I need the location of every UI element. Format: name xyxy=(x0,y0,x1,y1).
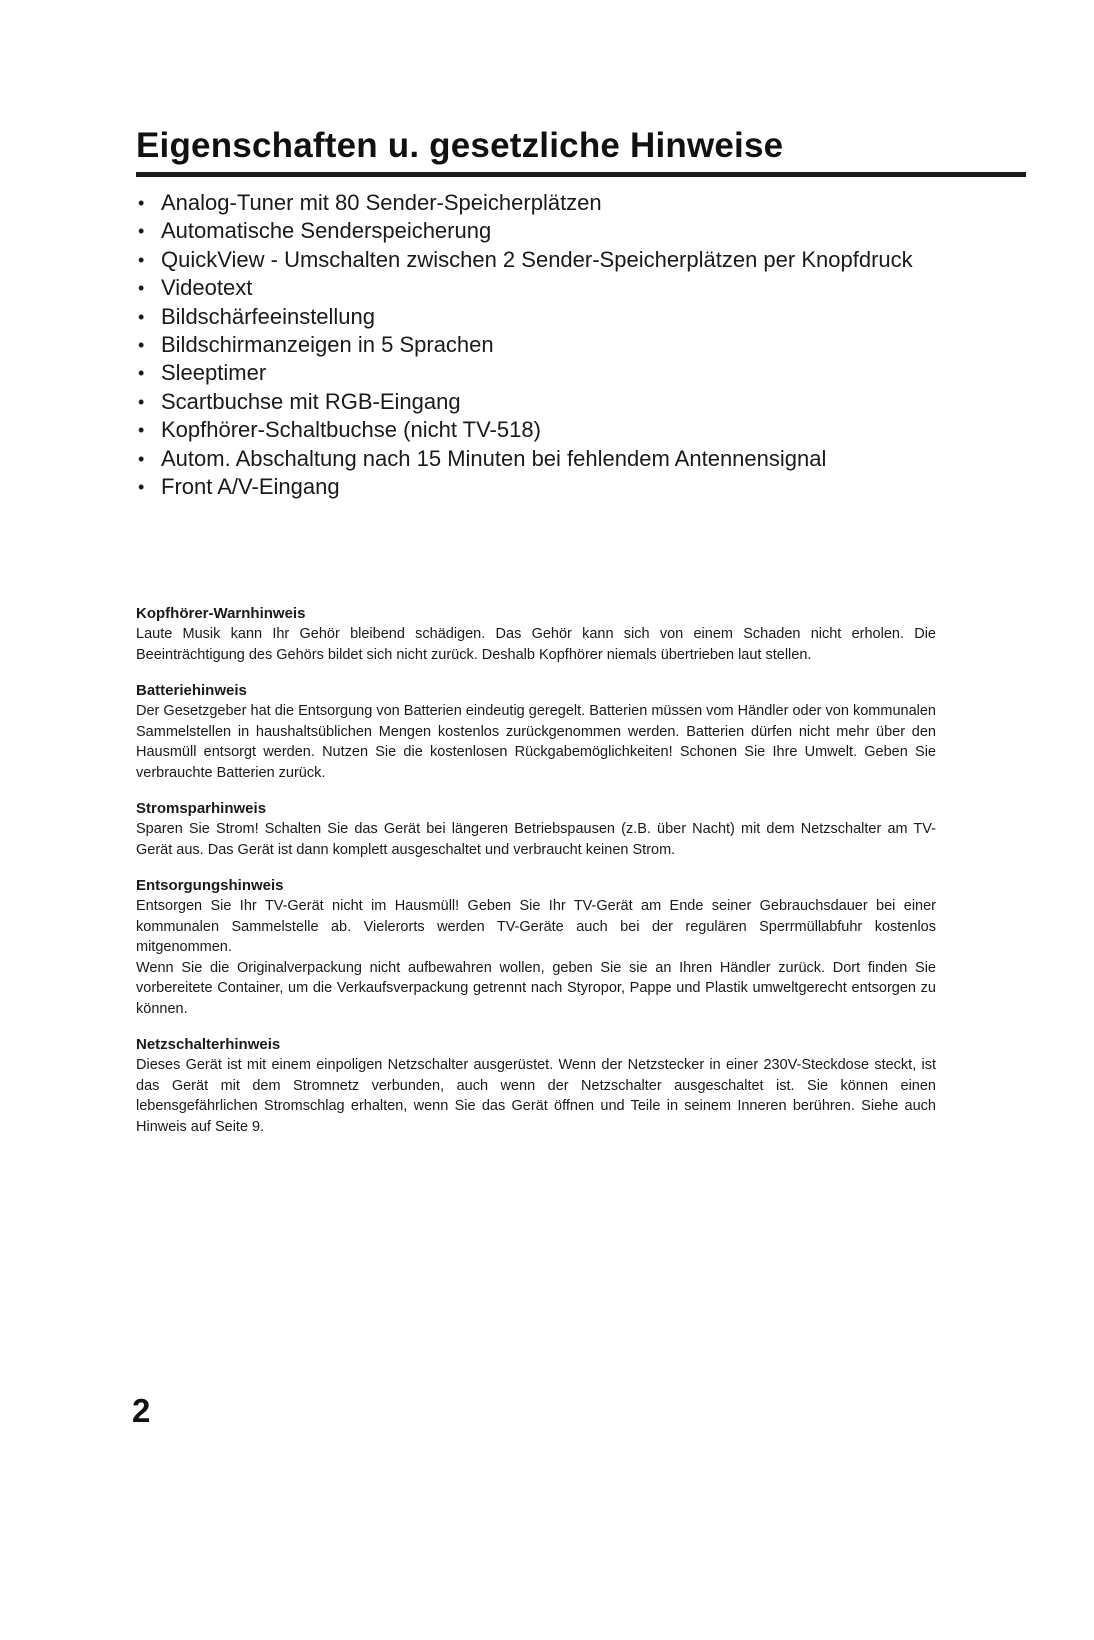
feature-text: Automatische Senderspeicherung xyxy=(161,218,492,244)
bullet-icon: • xyxy=(138,278,145,299)
feature-item xyxy=(136,388,1036,416)
headphone-warning-text: Laute Musik kann Ihr Gehör bleibend schädigen. Das Gehör kann sich von einem Schaden nicht erholen. Die Beeinträchtigung des Gehörs bildet sich nicht zurück. Deshalb Kopfhörer niemals übertrieben laut stellen. xyxy=(136,626,936,663)
power-switch-text: Dieses Gerät ist mit einem einpoligen Netzschalter ausgerüstet. Wenn der Netzstecker in einer 230V-Steckdose steckt, ist das Gerät mit dem Stromnetz verbunden, auch wenn der Netzschalter ausgeschaltet ist. Sie können einen lebensgefährlichen Stromschlag erhalten, wenn Sie das Gerät öffnen und Teile in seinem Inneren berühren. Siehe auch Hinweis auf Seite 9. xyxy=(136,1057,936,1135)
power-saving-section xyxy=(136,799,936,860)
feature-item xyxy=(136,359,1036,387)
bullet-icon: • xyxy=(138,249,145,270)
feature-item xyxy=(136,246,1036,274)
bullet-icon: • xyxy=(138,334,145,355)
legal-notices xyxy=(136,604,936,1153)
feature-item xyxy=(136,331,1036,359)
feature-item xyxy=(136,416,1036,444)
feature-text: Videotext xyxy=(161,275,253,301)
disposal-notice-heading: Entsorgungshinweis xyxy=(136,877,284,894)
feature-text: Bildschirmanzeigen in 5 Sprachen xyxy=(161,331,494,357)
feature-text: Autom. Abschaltung nach 15 Minuten bei fehlendem Antennensignal xyxy=(161,445,827,471)
bullet-icon: • xyxy=(138,391,145,412)
bullet-icon: • xyxy=(138,448,145,469)
bullet-icon: • xyxy=(138,363,145,384)
headphone-warning-heading: Kopfhörer-Warnhinweis xyxy=(136,605,306,622)
feature-item xyxy=(136,473,1036,501)
feature-text: QuickView - Umschalten zwischen 2 Sender-Speicherplätzen per Knopfdruck xyxy=(161,246,913,272)
feature-text: Bildschärfeeinstellung xyxy=(161,303,376,329)
headphone-warning-section xyxy=(136,604,936,665)
feature-text: Front A/V-Eingang xyxy=(161,473,340,499)
bullet-icon: • xyxy=(138,476,145,497)
power-saving-text: Sparen Sie Strom! Schalten Sie das Gerät bei längeren Betriebspausen (z.B. über Nacht) mit dem Netzschalter am TV-Gerät aus. Das Gerät ist dann komplett ausgeschaltet und verbraucht keinen Strom. xyxy=(136,821,936,858)
disposal-notice-text: Entsorgen Sie Ihr TV-Gerät nicht im Hausmüll! Geben Sie Ihr TV-Gerät am Ende seiner Gebrauchsdauer bei einer kommunalen Sammelstelle ab. Vielerorts werden TV-Geräte auch bei der regulären Sperrmüllabfuhr kostenlos mitgenommen. xyxy=(136,898,936,955)
feature-item xyxy=(136,189,1036,217)
battery-notice-text: Der Gesetzgeber hat die Entsorgung von Batterien eindeutig geregelt. Batterien müssen vom Händler oder von kommunalen Sammelstellen in haushaltsüblichen Mengen kostenlos zurückgenommen werden. Batterien dürfen nicht mehr über den Hausmüll entsorgt werden. Nutzen Sie die kostenlosen Rückgabemöglichkeiten! Schonen Sie Ihre Umwelt. Geben Sie verbrauchte Batterien zurück. xyxy=(136,703,936,781)
disposal-notice-section xyxy=(136,876,936,1019)
feature-item xyxy=(136,217,1036,245)
page-number: 2 xyxy=(132,1392,151,1429)
power-switch-section xyxy=(136,1035,936,1137)
power-saving-heading: Stromsparhinweis xyxy=(136,800,267,817)
power-switch-heading: Netzschalterhinweis xyxy=(136,1036,281,1053)
bullet-icon: • xyxy=(138,193,145,213)
title-divider xyxy=(136,172,1026,177)
feature-text: Scartbuchse mit RGB-Eingang xyxy=(161,388,461,414)
feature-item xyxy=(136,445,1036,473)
feature-text: Analog-Tuner mit 80 Sender-Speicherplätzen xyxy=(161,190,602,215)
feature-text: Sleeptimer xyxy=(161,360,267,386)
bullet-icon: • xyxy=(138,420,145,441)
feature-list xyxy=(136,189,1036,501)
page-title: Eigenschaften u. gesetzliche Hinweise xyxy=(136,126,784,165)
bullet-icon: • xyxy=(138,221,145,242)
feature-item xyxy=(136,274,1036,302)
bullet-icon: • xyxy=(138,306,145,327)
feature-text: Kopfhörer-Schaltbuchse (nicht TV-518) xyxy=(161,417,541,443)
battery-notice-section xyxy=(136,681,936,783)
battery-notice-heading: Batteriehinweis xyxy=(136,682,247,699)
packaging-notice-text: Wenn Sie die Originalverpackung nicht aufbewahren wollen, geben Sie sie an Ihren Händler zurück. Dort finden Sie vorbereitete Container, um die Verkaufsverpackung getrennt nach Styropor, Pappe und Plastik umweltgerecht entsorgen zu können. xyxy=(136,959,936,1017)
feature-item xyxy=(136,303,1036,331)
